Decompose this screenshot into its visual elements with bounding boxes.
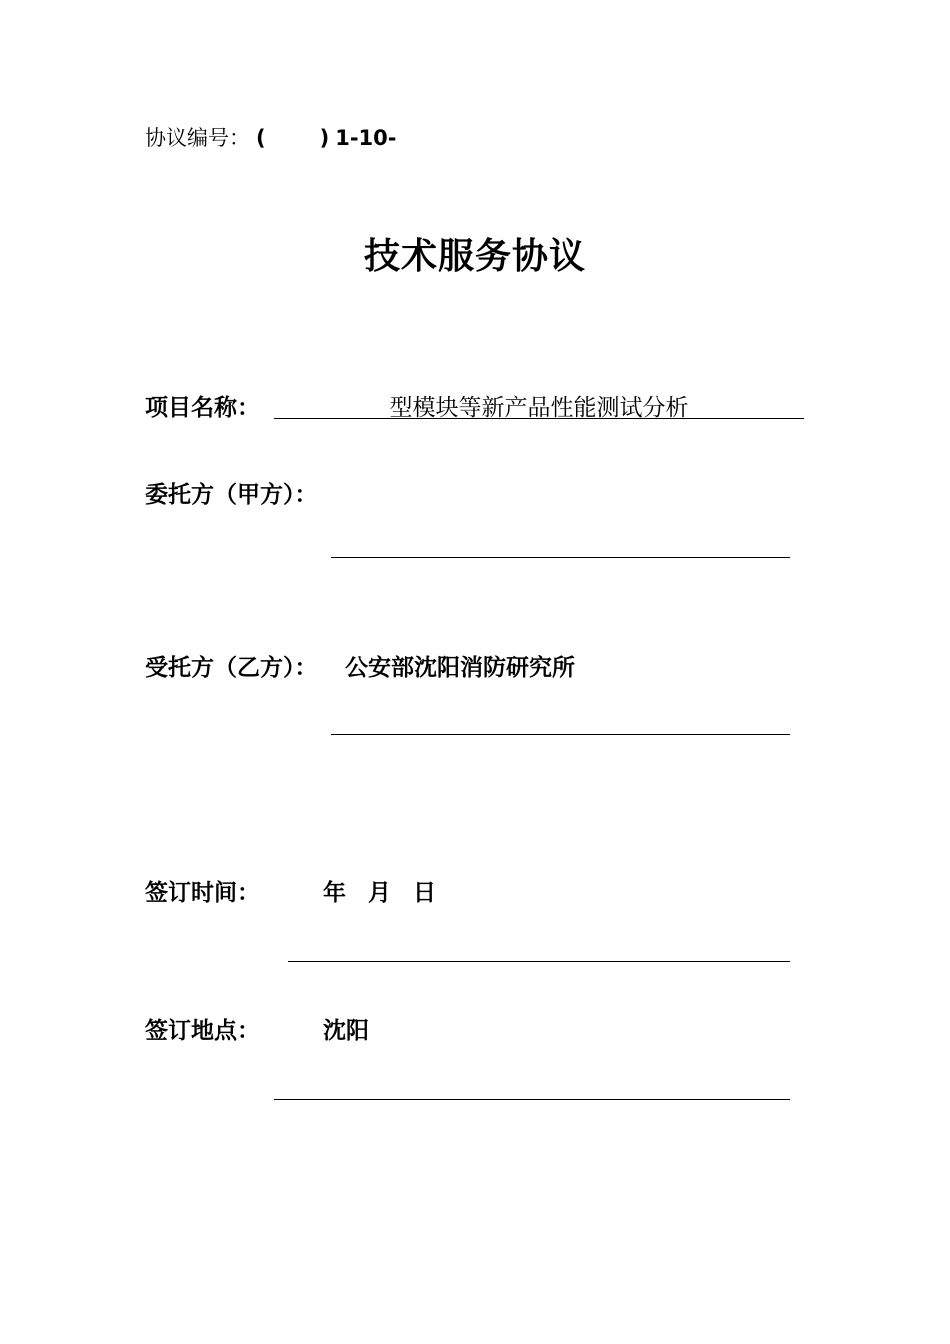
- contractor-underline: [331, 734, 790, 735]
- agreement-number-close-paren: ): [319, 126, 330, 150]
- sign-date-label: 签订时间：: [145, 880, 260, 906]
- document-title: 技术服务协议: [363, 236, 586, 277]
- agreement-number-suffix: 1-10-: [335, 126, 397, 150]
- sign-date-value: [323, 877, 436, 909]
- project-name-underline: [274, 418, 804, 419]
- client-label: 委托方（甲方）：: [145, 482, 318, 508]
- agreement-number: [145, 122, 397, 154]
- sign-place-label: 签订地点：: [145, 1018, 260, 1044]
- sign-place-value: 沈阳: [323, 1018, 369, 1044]
- sign-place-underline: [274, 1099, 790, 1100]
- sign-date-month: 月: [368, 880, 391, 906]
- contractor-value: 公安部沈阳消防研究所: [345, 655, 575, 681]
- client-underline: [331, 557, 790, 558]
- sign-date-day: 日: [413, 880, 436, 906]
- agreement-number-open-paren: (: [256, 126, 266, 150]
- agreement-number-label: 协议编号：: [145, 126, 250, 150]
- contractor-label: 受托方（乙方）：: [145, 655, 318, 681]
- project-name-label: 项目名称：: [145, 395, 260, 421]
- sign-date-underline: [288, 961, 790, 962]
- project-name-value: 型模块等新产品性能测试分析: [389, 395, 689, 421]
- sign-date-year: 年: [323, 880, 346, 906]
